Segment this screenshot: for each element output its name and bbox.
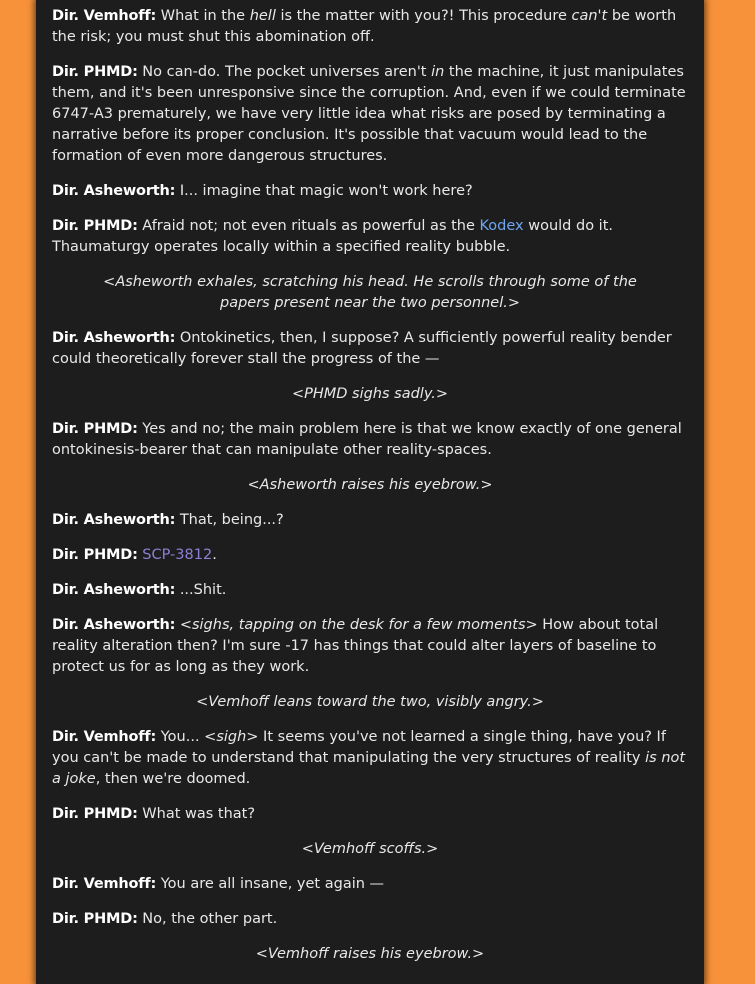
dialogue-line: Dir. Asheworth: Ontokinetics, then, I suppose? A sufficiently powerful reality bender could theoretically forever stall the progress of the — (52, 330, 672, 367)
speaker-label: Dir. Asheworth: (52, 330, 176, 346)
speaker-label: Dir. Vemhoff: (52, 876, 157, 892)
speaker-label: Dir. PHMD: (52, 806, 138, 822)
dialogue-line: Dir. Asheworth: ...Shit. (52, 582, 227, 598)
speaker-label: Dir. PHMD: (52, 911, 138, 927)
kodex-link[interactable]: Kodex (479, 218, 524, 234)
dialogue-line: Dir. Vemhoff: You are all insane, yet again — (52, 876, 385, 892)
stage-direction: <Vemhoff scoffs.> (301, 841, 439, 857)
stage-direction: <Asheworth raises his eyebrow.> (247, 477, 493, 493)
dialogue-line: Dir. Vemhoff: What in the hell is the matter with you?! This procedure can't be worth the risk; you must shut this abomination off. (52, 8, 677, 45)
speaker-label: Dir. Asheworth: (52, 617, 176, 633)
dialogue-line: Dir. PHMD: SCP-3812. (52, 547, 217, 563)
dialogue-line: Dir. Asheworth: That, being...? (52, 512, 284, 528)
speaker-label: Dir. Asheworth: (52, 582, 176, 598)
dialogue-line: Dir. PHMD: No can-do. The pocket universes aren't in the machine, it just manipulates them, and it's been unresponsive since the corruption. And, even if we could terminate 6747-A3 prematurely, we have very little idea what risks are posed by terminating a narrative before its proper conclusion. It's possible that vacuum would lead to the formation of even more dangerous structures. (52, 64, 686, 164)
speaker-label: Dir. Vemhoff: (52, 729, 157, 745)
speaker-label: Dir. Vemhoff: (52, 8, 157, 24)
speaker-label: Dir. PHMD: (52, 218, 138, 234)
dialogue-line: Dir. Vemhoff: You... <sigh> It seems you've not learned a single thing, have you? If you can't be made to understand that manipulating the very structures of reality is not a joke, then we're doomed. (52, 729, 686, 787)
stage-direction: <Vemhoff leans toward the two, visibly angry.> (196, 694, 544, 710)
speaker-label: Dir. PHMD: (52, 547, 138, 563)
dialogue-line: Dir. PHMD: Yes and no; the main problem here is that we know exactly of one general ontokinesis-bearer that can manipulate other reality-spaces. (52, 421, 682, 458)
document-page (36, 0, 704, 984)
speaker-label: Dir. Asheworth: (52, 183, 176, 199)
stage-direction: <PHMD sighs sadly.> (291, 386, 449, 402)
speaker-label: Dir. PHMD: (52, 421, 138, 437)
transcript (36, 0, 704, 965)
dialogue-line: Dir. PHMD: What was that? (52, 806, 256, 822)
dialogue-line: Dir. PHMD: No, the other part. (52, 911, 278, 927)
speaker-label: Dir. PHMD: (52, 64, 138, 80)
scp-3812-link[interactable]: SCP-3812 (142, 547, 213, 563)
dialogue-line: Dir. Asheworth: I... imagine that magic won't work here? (52, 183, 473, 199)
stage-direction: <Asheworth exhales, scratching his head. He scrolls through some of the papers present near the two personnel.> (103, 274, 637, 311)
speaker-label: Dir. Asheworth: (52, 512, 176, 528)
dialogue-line: Dir. Asheworth: <sighs, tapping on the desk for a few moments> How about total reality alteration then? I'm sure -17 has things that could alter layers of baseline to protect us for as long as they work. (52, 617, 659, 675)
stage-direction: <Vemhoff raises his eyebrow.> (255, 946, 485, 962)
dialogue-line: Dir. PHMD: Afraid not; not even rituals as powerful as the Kodex would do it. Thaumaturgy operates locally within a specified reality bubble. (52, 218, 614, 255)
